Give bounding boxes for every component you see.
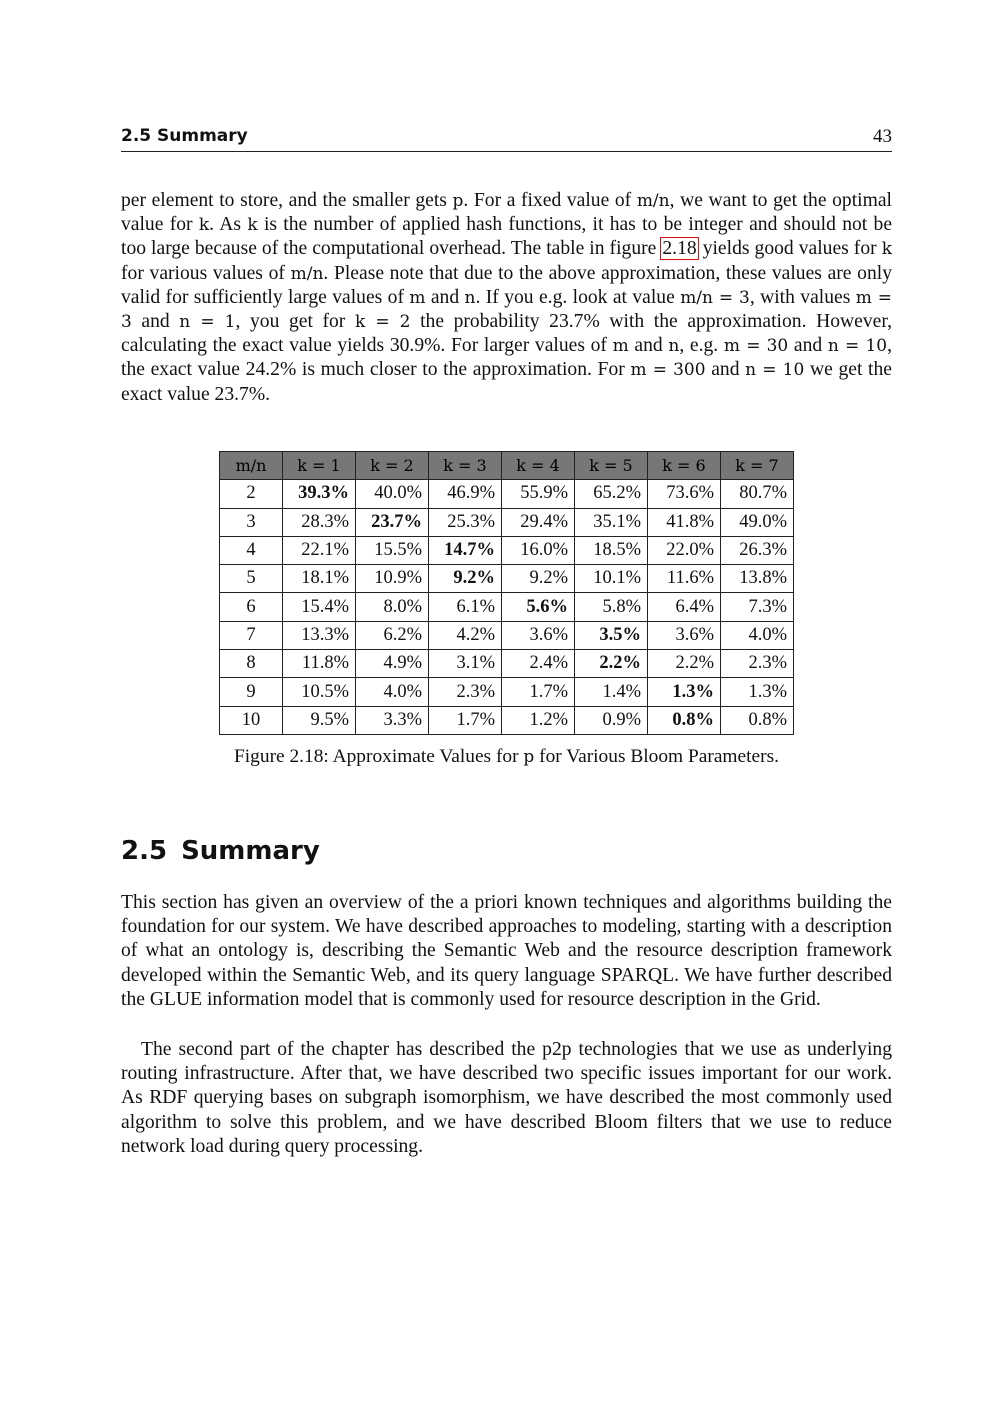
table-header-row xyxy=(220,452,794,480)
table-cell-m-over-n: 2 xyxy=(220,480,283,508)
header-k4: k = 4 xyxy=(502,452,575,480)
table-cell-m-over-n: 3 xyxy=(220,508,283,536)
table-cell-probability: 1.3% xyxy=(648,678,721,706)
table-cell-probability: 22.1% xyxy=(283,536,356,564)
section-number: 2.5 xyxy=(121,836,168,866)
table-cell-probability: 40.0% xyxy=(356,480,429,508)
page-number: 43 xyxy=(873,126,892,147)
table-cell-probability: 1.3% xyxy=(721,678,794,706)
table-cell-probability: 7.3% xyxy=(721,593,794,621)
table-cell-m-over-n: 4 xyxy=(220,536,283,564)
table-cell-probability: 6.1% xyxy=(429,593,502,621)
table-row xyxy=(220,678,794,706)
table-row xyxy=(220,536,794,564)
table-cell-probability: 23.7% xyxy=(356,508,429,536)
table-cell-probability: 5.6% xyxy=(502,593,575,621)
table-cell-probability: 9.2% xyxy=(429,565,502,593)
table-cell-probability: 2.2% xyxy=(575,650,648,678)
table-cell-probability: 10.1% xyxy=(575,565,648,593)
table-cell-probability: 1.7% xyxy=(429,706,502,734)
header-m-over-n: m/n xyxy=(220,452,283,480)
table-row xyxy=(220,508,794,536)
table-body xyxy=(220,480,794,735)
table-cell-probability: 22.0% xyxy=(648,536,721,564)
table-cell-probability: 9.2% xyxy=(502,565,575,593)
table-cell-probability: 6.4% xyxy=(648,593,721,621)
header-k1: k = 1 xyxy=(283,452,356,480)
header-k6: k = 6 xyxy=(648,452,721,480)
summary-paragraph-2: The second part of the chapter has described the p2p technologies that we use as underlying routing infrastructure. After that, we have described two specific issues important for our work. As RDF querying bases on subgraph isomorphism, we have described the most commonly used algorithm to solve this problem, and we have described Bloom filters that we use to reduce network load during query processing. xyxy=(121,1039,892,1157)
header-k7: k = 7 xyxy=(721,452,794,480)
running-head xyxy=(121,124,892,152)
table-cell-probability: 39.3% xyxy=(283,480,356,508)
table-cell-m-over-n: 6 xyxy=(220,593,283,621)
table-cell-probability: 1.7% xyxy=(502,678,575,706)
table-cell-probability: 4.2% xyxy=(429,621,502,649)
table-cell-probability: 18.1% xyxy=(283,565,356,593)
section-heading xyxy=(121,836,320,866)
header-k3: k = 3 xyxy=(429,452,502,480)
table-cell-probability: 13.3% xyxy=(283,621,356,649)
table-cell-probability: 0.8% xyxy=(648,706,721,734)
table-cell-m-over-n: 5 xyxy=(220,565,283,593)
table-cell-probability: 3.1% xyxy=(429,650,502,678)
table-cell-probability: 2.2% xyxy=(648,650,721,678)
table-cell-probability: 10.9% xyxy=(356,565,429,593)
table-row xyxy=(220,650,794,678)
table-cell-probability: 5.8% xyxy=(575,593,648,621)
table-cell-probability: 4.0% xyxy=(356,678,429,706)
table-cell-probability: 3.6% xyxy=(502,621,575,649)
table-cell-probability: 25.3% xyxy=(429,508,502,536)
figure-caption: Figure 2.18: Approximate Values for p for Various Bloom Parameters. xyxy=(234,746,779,767)
table-cell-probability: 6.2% xyxy=(356,621,429,649)
summary-paragraph-1: This section has given an overview of the a priori known techniques and algorithms building the foundation for our system. We have described approaches to modeling, starting with a description of what an ontology is, describing the Semantic Web and the resource description framework developed within the Semantic Web, and its query language SPARQL. We have further described the GLUE information model that is commonly used for resource description in the Grid. xyxy=(121,892,892,1010)
table-cell-probability: 15.4% xyxy=(283,593,356,621)
table-cell-probability: 2.3% xyxy=(429,678,502,706)
table-cell-probability: 73.6% xyxy=(648,480,721,508)
figure-reference-link[interactable]: 2.18 xyxy=(662,238,697,260)
table-cell-probability: 2.4% xyxy=(502,650,575,678)
body-paragraph-bloom-parameters: per element to store, and the smaller gets p. For a fixed value of m/n, we want to get the optimal value for k. As k is the number of applied hash functions, it has to be integer and should not be too large because of the computational overhead. The table in figure 2.18 yields good values for k for various values of m/n. Please note that due to the above approximation, these values are only valid for sufficiently large values of m and n. If you e.g. look at value m/n = 3, with values m = 3 and n = 1, you get for k = 2 the probability 23.7% with the approximation. However, calculating the exact value yields 30.9%. For larger values of m and n, e.g. m = 30 and n = 10, the exact value 24.2% is much closer to the approximation. For m = 300 and n = 10 we get the exact value 23.7%. xyxy=(121,190,893,405)
header-k5: k = 5 xyxy=(575,452,648,480)
table-cell-probability: 28.3% xyxy=(283,508,356,536)
table-cell-probability: 16.0% xyxy=(502,536,575,564)
bloom-probability-table xyxy=(219,451,794,735)
table-cell-probability: 2.3% xyxy=(721,650,794,678)
table-row xyxy=(220,706,794,734)
header-k2: k = 2 xyxy=(356,452,429,480)
table-cell-probability: 11.6% xyxy=(648,565,721,593)
table-cell-m-over-n: 7 xyxy=(220,621,283,649)
table-cell-probability: 65.2% xyxy=(575,480,648,508)
table-cell-probability: 80.7% xyxy=(721,480,794,508)
table-cell-probability: 15.5% xyxy=(356,536,429,564)
table-cell-probability: 14.7% xyxy=(429,536,502,564)
running-head-section: 2.5 Summary xyxy=(121,126,248,146)
table-cell-probability: 0.8% xyxy=(721,706,794,734)
table-cell-probability: 0.9% xyxy=(575,706,648,734)
table-cell-probability: 49.0% xyxy=(721,508,794,536)
section-title: Summary xyxy=(181,836,320,866)
table-row xyxy=(220,593,794,621)
table-cell-probability: 13.8% xyxy=(721,565,794,593)
table-cell-m-over-n: 10 xyxy=(220,706,283,734)
table-cell-probability: 4.0% xyxy=(721,621,794,649)
table-cell-probability: 8.0% xyxy=(356,593,429,621)
table-cell-probability: 46.9% xyxy=(429,480,502,508)
table-cell-probability: 9.5% xyxy=(283,706,356,734)
table-cell-probability: 35.1% xyxy=(575,508,648,536)
table-row xyxy=(220,565,794,593)
table-cell-probability: 18.5% xyxy=(575,536,648,564)
table-row xyxy=(220,480,794,508)
table-cell-probability: 26.3% xyxy=(721,536,794,564)
table-cell-m-over-n: 8 xyxy=(220,650,283,678)
table-cell-probability: 55.9% xyxy=(502,480,575,508)
table-cell-probability: 10.5% xyxy=(283,678,356,706)
table-cell-probability: 3.5% xyxy=(575,621,648,649)
table-cell-m-over-n: 9 xyxy=(220,678,283,706)
table-row xyxy=(220,621,794,649)
table-cell-probability: 3.3% xyxy=(356,706,429,734)
table-cell-probability: 1.4% xyxy=(575,678,648,706)
table-cell-probability: 29.4% xyxy=(502,508,575,536)
table-cell-probability: 11.8% xyxy=(283,650,356,678)
table-cell-probability: 4.9% xyxy=(356,650,429,678)
table-cell-probability: 3.6% xyxy=(648,621,721,649)
table-cell-probability: 41.8% xyxy=(648,508,721,536)
table-cell-probability: 1.2% xyxy=(502,706,575,734)
